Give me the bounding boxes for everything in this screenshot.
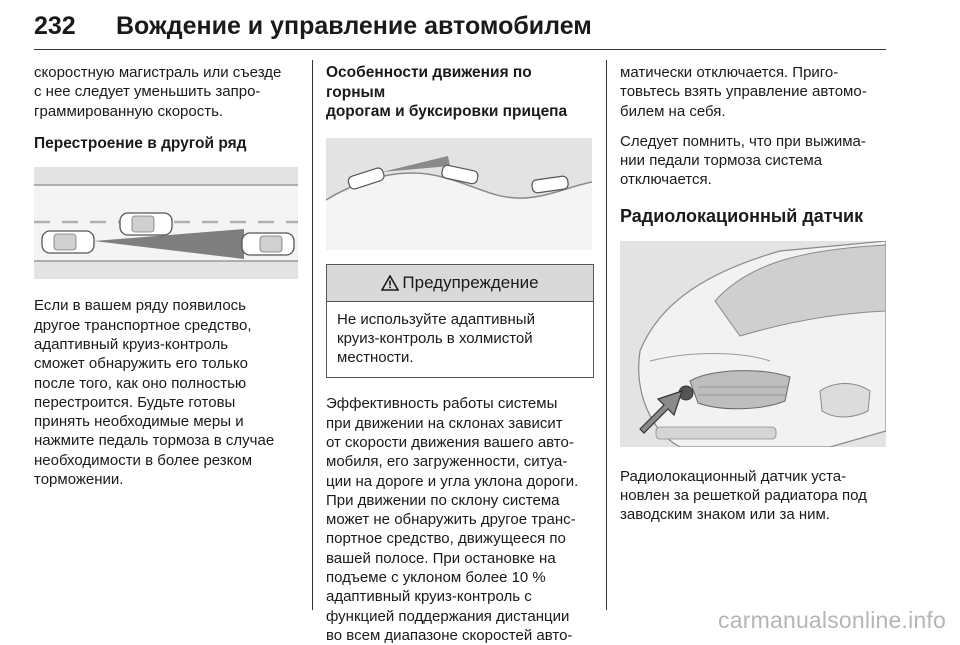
column-3 (620, 63, 886, 525)
mountain-heading (326, 63, 594, 122)
text-line: матически отключается. Приго- (620, 64, 839, 81)
heading-line: дорогам и буксировки прицепа (326, 103, 568, 120)
text-line: Не используйте адаптивный (337, 310, 535, 328)
text-line: адаптивный круиз-контроль с (326, 588, 532, 606)
text-line: принять необходимые меры и (34, 413, 244, 431)
text-line: вашей полосе. При остановке на (326, 549, 556, 567)
radar-sensor-illustration (620, 241, 886, 447)
text-line: может не обнаружить другое транс- (326, 511, 576, 529)
text-line: адаптивный круиз-контроль (34, 335, 229, 353)
radar-caption (620, 467, 886, 525)
continuation-paragraph (620, 63, 886, 121)
text-line: функцией поддержания дистанции (326, 607, 570, 625)
header-rule (34, 49, 886, 50)
column-divider-1 (312, 60, 313, 610)
brake-paragraph (620, 132, 886, 190)
text-line: отключается. (620, 171, 712, 189)
column-2 (326, 63, 594, 645)
text-line: Если в вашем ряду появилось (34, 297, 246, 315)
text-line: с нее следует уменьшить запро- (34, 83, 261, 101)
merging-car-shape (120, 213, 172, 235)
text-line: новлен за решеткой радиатора под (620, 487, 867, 505)
warning-title: Предупреждение (402, 272, 539, 292)
column-divider-2 (606, 60, 607, 610)
hill-road-illustration (326, 138, 592, 250)
text-line: скоростную магистраль или съезде (34, 64, 282, 81)
text-line: нажмите педаль тормоза в случае (34, 432, 275, 450)
text-line: билем на себя. (620, 102, 726, 120)
lane-change-illustration (34, 167, 298, 279)
slope-paragraph (326, 394, 594, 645)
text-line: во всем диапазоне скоростей авто- (326, 626, 573, 644)
chapter-title: Вождение и управление автомобилем (116, 12, 592, 40)
lead-car-shape (242, 233, 294, 255)
text-line: торможении. (34, 471, 124, 489)
lane-change-paragraph (34, 296, 300, 489)
intro-paragraph (34, 63, 300, 121)
column-1 (34, 63, 300, 489)
text-line: перестроится. Будьте готовы (34, 393, 236, 411)
heading-line: Особенности движения по горным (326, 64, 532, 101)
text-line: необходимости в более резком (34, 451, 253, 469)
text-line: нии педали тормоза система (620, 152, 823, 170)
text-line: местности. (337, 349, 414, 367)
warning-header (327, 265, 593, 302)
text-line: При движении по склону система (326, 491, 560, 509)
text-line: ции на дороге и угла уклона дороги. (326, 472, 579, 490)
text-line: при движении на склонах зависит (326, 414, 563, 432)
text-line: от скорости движения вашего авто- (326, 433, 574, 451)
text-line: Следует помнить, что при выжима- (620, 132, 866, 150)
text-line: сможет обнаружить его только (34, 355, 248, 373)
text-line: Радиолокационный датчик уста- (620, 467, 847, 485)
watermark: carmanualsonline.info (718, 607, 946, 633)
warning-body (327, 302, 593, 378)
text-line: граммированную скорость. (34, 102, 224, 120)
page-header (34, 6, 886, 46)
lane-change-heading: Перестроение в другой ряд (34, 134, 247, 152)
text-line: мобиля, его загруженности, ситуа- (326, 453, 568, 471)
warning-box (326, 264, 594, 379)
text-line: подъеме с уклоном более 10 % (326, 569, 546, 587)
text-line: Эффективность работы системы (326, 395, 558, 413)
text-line: портное средство, движущееся по (326, 530, 566, 548)
page-number: 232 (34, 12, 76, 40)
text-line: товьтесь взять управление автомо- (620, 83, 867, 101)
text-line: после того, как оно полностью (34, 374, 247, 392)
warning-triangle-icon (381, 275, 399, 291)
own-car-shape (42, 231, 94, 253)
text-line: другое транспортное средство, (34, 316, 252, 334)
radar-sensor-heading: Радиолокационный датчик (620, 205, 864, 226)
text-line: заводским знаком или за ним. (620, 506, 830, 524)
text-line: круиз-контроль в холмистой (337, 329, 533, 347)
